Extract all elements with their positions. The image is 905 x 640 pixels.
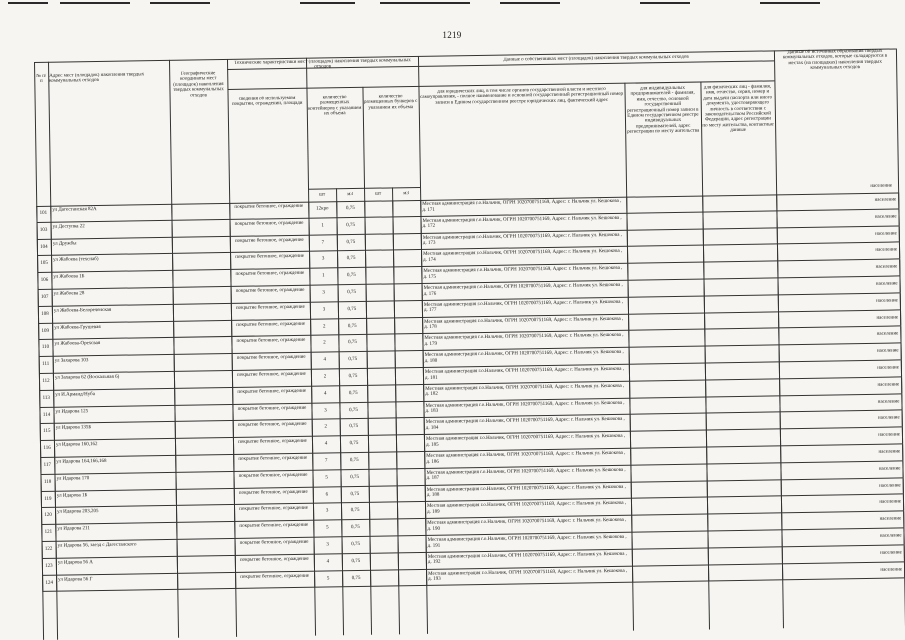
row-source: население (875, 247, 898, 254)
row-container-volume: 0,75 (349, 424, 359, 430)
row-address: ул Дружбы (52, 240, 77, 247)
row-address: ул Идарова 125 (55, 408, 89, 415)
row-container-count: 4 (326, 559, 330, 565)
row-source: население (879, 499, 902, 506)
row-owner-legal: Местная администрация г.о.Нальчик, ОГРН 1020700751169, Адрес: г. Нальчик ул. Кешокова , д. 180 (424, 349, 624, 364)
row-container-count: 5 (326, 575, 330, 581)
row-source: население (876, 315, 899, 321)
row-surface: покрытие бетонное, ограждение (234, 220, 304, 227)
row-container-volume: 0,75 (348, 340, 357, 346)
row-owner-legal: Местная администрация г.о.Нальчик, ОГРН 1020700751169, Адрес: г. Нальчик ул. Кешокова , д. 184 (425, 417, 625, 431)
row-surface: покрытие бетонное, ограждение (235, 304, 305, 311)
row-container-count: 3 (321, 256, 325, 262)
row-source: население (880, 550, 902, 556)
row-num: 104 (40, 244, 48, 250)
row-owner-legal: Местная администрация г.о.Нальчик, ОГРН 1020700751169, Адрес: г. Нальчик ул. Кешокова , д. 192 (427, 551, 627, 566)
row-surface: покрытие бетонное, ограждение (235, 270, 305, 278)
row-address: ул Идарова 1Б (56, 492, 88, 499)
header-fl: для физических лиц - фамилия, имя, отчество, серия, номер и дата выдачи паспорта или иного документа, удостоверяющего личность в соответствии с законодательством Российской Федерации, адрес регистрации по месту жительства, контактные данные (702, 84, 774, 134)
row-container-count: 1 (322, 273, 325, 279)
row-num: 108 (41, 311, 49, 317)
row-owner-legal: Местная администрация г.о.Нальчик, ОГРН 1020700751169, Адрес: г. Нальчик ул. Кешокова , д. 179 (424, 333, 624, 347)
row-owner-legal: Местная администрация г.о.Нальчик, ОГРН 1020700751169, Адрес: г. Нальчик ул. Кешокова , д. 171 (422, 198, 622, 213)
row-container-count: 3 (326, 542, 329, 548)
row-surface: покрытие бетонное, ограждение (239, 539, 309, 546)
row-address: ул Идарова 164,166,168 (56, 458, 107, 465)
row-num: 118 (43, 479, 52, 485)
row-container-volume: 0,75 (347, 289, 357, 296)
row-container-count: 3 (324, 408, 327, 414)
row-num: 121 (44, 529, 53, 536)
header-containers: количество размещенных контейнеров с указанием их объема (308, 95, 362, 117)
row-address: ул Дагестанская 82А (52, 207, 97, 213)
row-surface: покрытие бетонное, ограждение (239, 522, 309, 529)
row-container-volume: 0,75 (348, 390, 358, 396)
row-address: ул Захарова 103 (54, 358, 89, 364)
row-container-volume: 0,75 (349, 407, 358, 413)
row-container-volume: 0,75 (350, 508, 360, 514)
row-container-count: 4 (323, 391, 327, 397)
row-owner-legal: Местная администрация г.о.Нальчик, ОГРН 1020700751169, Адрес: г. Нальчик ул. Кешокова , д. 178 (424, 316, 624, 331)
row-num: 116 (43, 445, 51, 452)
row-container-volume: 0,75 (350, 491, 360, 497)
row-num: 107 (40, 294, 49, 300)
row-address: ул Жабоева 28 (53, 291, 85, 297)
header-num: № п/п (36, 73, 47, 85)
row-container-count: 3 (322, 307, 326, 313)
row-owner-legal: Местная администрация г.о.Нальчик, ОГРН 1020700751169, Адрес: г. Нальчик ул. Кешокова , д. 186 (426, 450, 626, 465)
row-surface: покрытие бетонное, ограждение (236, 338, 306, 345)
row-owner-legal: Местная администрация г.о.Нальчик, ОГРН 1020700751169, Адрес: г. Нальчик ул. Кешокова , д. 181 (424, 366, 625, 381)
header-tech: Технические характеристики мест (площадок) накопления твердых коммунальных отходов (234, 58, 411, 71)
row-source: население (877, 365, 899, 371)
row-address: ул Захарова 62 (Воскальная 6) (54, 374, 120, 381)
row-owner-legal: Местная администрация г.о.Нальчик, ОГРН 1020700751169, Адрес: г. Нальчик ул. Кешокова , д. 183 (425, 400, 625, 415)
row-address: ул Жабоева 1Б (53, 274, 85, 280)
header-sources: Данные об источниках образования твердых коммунальных отходов, которые складируются в местах (на площадках) накопления твердых коммунальных отходов (782, 48, 888, 72)
row-owner-legal: Местная администрация г.о.Нальчик, ОГРН 1020700751169, Адрес: г. Нальчик ул. Кешокова , д. 188 (426, 484, 626, 499)
row-owner-legal: Местная администрация г.о.Нальчик, ОГРН 1020700751169, Адрес: г. Нальчик ул. Кешокова , д. 190 (427, 517, 627, 532)
row-surface: покрытие бетонное, ограждение (237, 422, 307, 429)
row-source: население (874, 197, 897, 203)
row-owner-legal: Местная администрация г.о.Нальчик, ОГРН 1020700751169, Адрес: г. Нальчик ул. Кешокова , д. 185 (425, 433, 626, 448)
row-source: население (876, 331, 899, 338)
row-address: ул Деступка 22 (52, 224, 85, 230)
row-source: население (875, 281, 898, 287)
row-source: население (879, 482, 901, 489)
row-owner-legal: Местная администрация г.о.Нальчик, ОГРН 1020700751169, Адрес: г. Нальчик ул. Кешокова , д. 177 (423, 299, 623, 314)
row-source: население (877, 382, 900, 388)
row-source: население (877, 399, 900, 405)
unit-m3-containers: м3 (347, 192, 353, 198)
row-container-count: 7 (325, 458, 328, 464)
row-owner-legal: Местная администрация г.о.Нальчик, ОГРН 1020700751169, Адрес: г. Нальчик ул. Кешокова , д. 182 (425, 383, 625, 398)
row-address: ул Идарова 135Б (55, 425, 92, 432)
row-num: 124 (45, 580, 53, 586)
row-owner-legal: Местная администрация г.о.Нальчик, ОГРН 1020700751169, Адрес: г. Нальчик ул. Кешокова , д. 187 (426, 467, 626, 482)
row-container-volume: 0,75 (351, 541, 361, 548)
row-num: 123 (45, 563, 53, 569)
row-surface: покрытие бетонное, ограждение (238, 438, 307, 445)
row-source: население (874, 214, 897, 220)
row-container-count: 2 (323, 340, 326, 346)
row-surface: покрытие бетонное, ограждение (237, 405, 307, 412)
row-owner-legal: Местная администрация г.о.Нальчик, ОГРН 1020700751169, Адрес: г. Нальчик ул. Кешокова , д. 176 (423, 282, 623, 297)
row-owner-legal: Местная администрация г.о.Нальчик, ОГРН 1020700751169, Адрес: г. Нальчик ул. Кешокова , д. 175 (423, 265, 623, 280)
row-address: ул Жабоева-Орехсвая (54, 341, 101, 348)
row-source: население (875, 264, 898, 270)
row-num: 101 (39, 210, 48, 216)
row-container-volume: 0,75 (349, 457, 359, 464)
row-surface: покрытие бетонное, ограждение (236, 321, 306, 328)
row-surface: покрытие бетонное, ограждение (237, 371, 306, 378)
row-container-count: 4 (323, 357, 327, 363)
row-surface: покрытие бетонное, ограждение (237, 388, 307, 395)
row-num: 103 (39, 227, 48, 233)
row-num: 115 (43, 429, 51, 435)
row-container-count: 7 (321, 240, 325, 246)
row-source: население (876, 298, 898, 304)
header-surface: сведения об используемом покрытии, ограждении, площади (231, 95, 303, 108)
row-container-volume: 0,75 (347, 306, 357, 312)
row-surface: покрытие бетонное, ограждение (236, 354, 306, 362)
row-surface: покрытие бетонное, ограждение (234, 237, 304, 244)
row-num: 117 (43, 462, 52, 468)
row-source: население (878, 432, 901, 438)
row-address: ул И.Арманд/Нуба (55, 391, 95, 398)
row-surface: покрытие бетонное, ограждение (235, 254, 305, 261)
row-source: население (879, 516, 902, 522)
header-source-value: население (870, 183, 893, 189)
row-container-volume: 0,75 (350, 525, 360, 531)
row-container-volume: 0,75 (346, 222, 356, 228)
row-address: ул Идарова 56, заезд с Дагестанского (57, 542, 137, 549)
row-surface: покрытие бетонное, ограждение (238, 472, 308, 479)
row-num: 113 (42, 395, 50, 401)
row-owner-legal: Местная администрация г.о.Нальчик, ОГРН 1020700751169, Адрес: г. Нальчик ул. Кешокова , д. 173 (422, 232, 622, 247)
row-num: 110 (41, 345, 50, 351)
row-container-volume: 0,75 (350, 474, 359, 480)
row-source: население (879, 533, 902, 539)
row-surface: покрытие бетонное, ограждение (239, 556, 309, 563)
row-owner-legal: Местная администрация г.о.Нальчик, ОГРН 1020700751169, Адрес: г. Нальчик ул. Кешокова , д. 193 (428, 568, 628, 582)
header-ip: для индивидуальных предпринимателей - фамилия, имя, отчество, основной государственный регистрационный номер записи в Едином государственном реестре индивидуальных предпринимателей, адрес регистрации по месту жительства (627, 85, 700, 135)
row-surface: покрытие бетонное, ограждение (239, 506, 308, 513)
row-source: население (876, 348, 899, 354)
row-address: ул Идарова 56 Г (58, 576, 93, 583)
row-container-count: 4 (324, 441, 328, 447)
row-address: ул Жабоева-Грушевая (54, 324, 101, 331)
row-container-volume: 0,75 (347, 323, 357, 329)
row-num: 112 (42, 378, 50, 384)
row-address: ул Идарова 211 (57, 526, 90, 532)
row-num: 109 (41, 328, 50, 334)
row-address: ул Идарова 160,162 (55, 442, 98, 448)
row-address: ул Жабоева (техснаб) (53, 257, 99, 264)
row-source: население (880, 566, 903, 573)
row-container-volume: 0,75 (349, 441, 359, 447)
header-address: Адрес мест (площадок) накопления твердых коммунальных отходов (49, 72, 145, 85)
row-num: 111 (42, 361, 50, 368)
row-num: 122 (44, 546, 53, 552)
row-source: население (877, 415, 900, 422)
row-container-count: 6 (325, 491, 329, 498)
row-num: 105 (40, 261, 48, 267)
row-container-count: 5 (325, 475, 328, 481)
row-container-volume: 0,75 (345, 205, 355, 212)
row-container-volume: 0,75 (351, 558, 361, 564)
unit-m3-bunkers: м3 (403, 191, 409, 197)
row-surface: покрытие бетонное, ограждение (238, 489, 308, 496)
row-owner-legal: Местная администрация г.о.Нальчик, ОГРН 1020700751169, Адрес: г. Нальчик ул. Кешокова , д. 174 (423, 249, 623, 263)
row-surface: покрытие бетонное, ограждение (234, 203, 304, 210)
header-bunkers: количество размещенных бункеров с указанием их объема (363, 94, 418, 111)
row-owner-legal: Местная администрация г.о.Нальчик, ОГРН 1020700751169, Адрес: г. Нальчик ул. Кешокова , д. 189 (426, 501, 627, 515)
row-num: 114 (42, 412, 51, 418)
row-source: население (875, 231, 897, 237)
unit-sht-containers: шт (319, 192, 326, 198)
header-owner: Данные о собственниках мест (площадок) накопления твердых коммунальных отходов (503, 54, 689, 63)
row-owner-legal: Местная администрация г.о.Нальчик, ОГРН 1020700751169, Адрес: г. Нальчик ул. Кешокова , д. 191 (427, 534, 627, 549)
row-container-volume: 0,75 (348, 357, 358, 363)
row-container-volume: 0,75 (346, 239, 356, 245)
row-container-volume: 0,75 (351, 575, 361, 581)
row-surface: покрытие бетонное, ограждение (240, 573, 310, 580)
unit-sht-bunkers: шт (375, 191, 382, 197)
header-geo: Географические координаты мест (площадок) накопления твердых коммунальных отходов (173, 71, 224, 99)
row-surface: покрытие бетонное, ограждение (238, 455, 308, 462)
row-container-count: 2 (322, 324, 326, 330)
page-number: 1219 (442, 30, 462, 40)
row-container-count: 2 (323, 374, 327, 380)
row-address: ул Идарова 170 (56, 475, 90, 482)
row-container-count: 2 (324, 424, 328, 430)
waste-sites-table (34, 48, 905, 639)
row-source: население (878, 449, 901, 455)
row-num: 119 (44, 496, 52, 502)
row-address: ул Идарова 56 А (57, 559, 93, 566)
row-container-count: 1 (321, 223, 324, 229)
row-source: население (878, 466, 901, 472)
row-container-count: 3 (322, 290, 325, 296)
row-container-volume: 0,75 (348, 373, 358, 380)
row-container-count: 3 (325, 508, 329, 514)
row-surface: покрытие бетонное, ограждение (235, 287, 305, 294)
row-container-volume: 0,75 (346, 273, 356, 279)
row-container-volume: 0,75 (346, 256, 356, 262)
table-body (36, 192, 904, 592)
row-address: ул Идарова 203,205 (57, 509, 99, 516)
row-owner-legal: Местная администрация г.о.Нальчик, ОГРН 1020700751169, Адрес: г. Нальчик ул. Кешокова , д. 172 (422, 215, 622, 230)
row-container-count: 12кро (316, 206, 329, 212)
row-container-count: 5 (326, 525, 329, 531)
row-num: 106 (40, 277, 49, 284)
header-legal: для юридических лиц, в том числе органов государственной власти и местного самоуправления, - полное наименование и основной государственный регистрационный номер записи в Едином государственном реестре юридических лиц, фактический адрес (420, 87, 624, 106)
scan-edge-marks (0, 2, 905, 8)
row-num: 120 (44, 513, 52, 519)
row-address: ул Жабоева-Белореченская (53, 307, 112, 314)
